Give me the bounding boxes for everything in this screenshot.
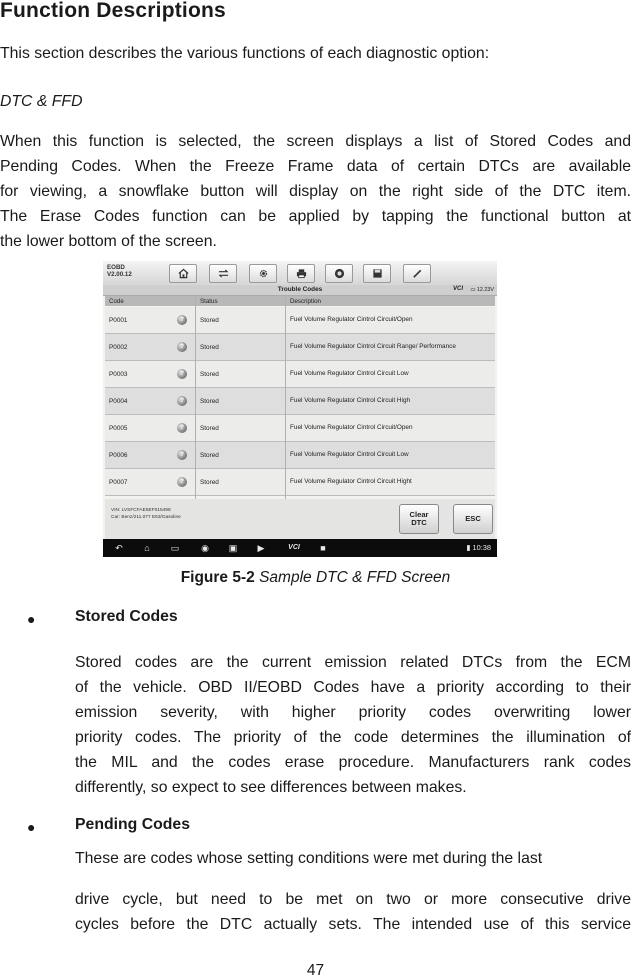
vehicle-swap-icon	[218, 268, 229, 279]
dtc-description: Fuel Volume Regulator Cintrol Circuit Low	[290, 451, 409, 459]
vehicle-info	[111, 507, 181, 521]
save-button[interactable]	[363, 264, 391, 283]
save-icon	[372, 268, 383, 279]
para1-line-3: for viewing, a snowflake button will display on the right side of the DTC item.	[0, 183, 631, 200]
dtc-screenshot	[103, 261, 497, 557]
stored-line-3: emission severity, with higher priority codes overwriting lower	[75, 704, 631, 721]
dtc-description: Fuel Volume Regulator Cintrol Circuit Range/ Performance	[290, 343, 456, 351]
back-icon[interactable]: ↶	[115, 543, 123, 553]
printer-icon	[296, 268, 307, 279]
help-icon[interactable]: ?	[177, 423, 187, 433]
page-title: Function Descriptions	[0, 0, 226, 22]
browser-icon[interactable]: ◉	[201, 543, 209, 553]
pending-line-3: cycles before the DTC actually sets. The intended use of this service	[75, 916, 631, 933]
section-subheading: DTC & FFD	[0, 93, 83, 110]
para1-line-5: the lower bottom of the screen.	[0, 233, 217, 250]
dtc-code: P0003	[109, 370, 128, 378]
settings-button[interactable]	[249, 264, 277, 283]
help-icon[interactable]: ?	[177, 342, 187, 352]
help-icon[interactable]: ?	[177, 450, 187, 460]
intro-text: This section describes the various functions of each diagnostic option:	[0, 45, 490, 62]
pen-icon	[412, 268, 423, 279]
vehicle-swap-button[interactable]	[209, 264, 237, 283]
esc-button[interactable]	[453, 504, 493, 534]
clear-label-2: DTC	[411, 518, 427, 527]
dtc-description: Fuel Volume Regulator Cintrol Circuit Low	[290, 370, 409, 378]
table-row[interactable]	[105, 361, 495, 388]
status-clock: ▮ 10:38	[466, 543, 491, 552]
vin-line: VIN: LVSFCFAE5EF015498	[111, 508, 171, 513]
stored-line-6: differently, so expect to see differences between makes.	[75, 779, 467, 796]
dtc-code: P0002	[109, 343, 128, 351]
dtc-code: P0004	[109, 397, 128, 405]
para1-line-2: Pending Codes. When the Freeze Frame data of certain DTCs are available	[0, 158, 631, 175]
android-nav-bar	[103, 539, 497, 557]
bullet-pending-title: Pending Codes	[75, 816, 190, 833]
bullet-dot-icon: ●	[27, 611, 36, 627]
dtc-status: Stored	[200, 478, 219, 486]
page-number: 47	[306, 962, 325, 979]
screen-title: Trouble Codes	[277, 286, 323, 293]
stored-line-2: of the vehicle. OBD II/EOBD Codes have a priority according to their	[75, 679, 631, 696]
para1-line-4: The Erase Codes function can be applied by tapping the functional button at	[0, 208, 631, 225]
home-button[interactable]	[169, 264, 197, 283]
clear-label-1: Clear	[409, 510, 429, 519]
figure-caption	[0, 569, 631, 587]
column-divider	[195, 296, 196, 499]
table-row[interactable]	[105, 388, 495, 415]
bullet-stored-title: Stored Codes	[75, 608, 178, 625]
dtc-status: Stored	[200, 370, 219, 378]
toolbar	[103, 261, 497, 286]
dtc-description: Fuel Volume Regulator Cintrol Circuit High	[290, 397, 411, 405]
col-status: Status	[200, 297, 218, 305]
help-icon[interactable]: ?	[177, 369, 187, 379]
print-button[interactable]	[287, 264, 315, 283]
esc-label: ESC	[465, 514, 481, 523]
table-row[interactable]	[105, 469, 495, 496]
dtc-status: Stored	[200, 343, 219, 351]
pending-line-2: drive cycle, but need to be met on two or more consecutive drive	[75, 891, 631, 908]
stored-line-1: Stored codes are the current emission related DTCs from the ECM	[75, 654, 631, 671]
camera-icon[interactable]: ▣	[228, 543, 238, 553]
dtc-status: Stored	[200, 451, 219, 459]
app-version: V2.00.12	[107, 271, 132, 278]
pen-button[interactable]	[403, 264, 431, 283]
car-icon[interactable]: ■	[320, 543, 326, 553]
dtc-description: Fuel Volume Regulator Cintrol Circuit Hight	[290, 478, 412, 486]
car-line: Car: Benz/211.077 E63/Gasoline	[111, 515, 181, 520]
app-name: EOBD	[107, 264, 125, 271]
battery-value: 12.23V	[476, 286, 494, 293]
para1-line-1: When this function is selected, the screen displays a list of Stored Codes and	[0, 133, 631, 150]
help-icon[interactable]: ?	[177, 477, 187, 487]
nav-home-icon[interactable]: ⌂	[144, 543, 150, 553]
dtc-description: Fuel Volume Regulator Cintrol Circuit/Open	[290, 424, 413, 432]
dtc-code: P0007	[109, 478, 128, 486]
caption-text: Sample DTC & FFD Screen	[259, 569, 451, 586]
table-row[interactable]	[105, 442, 495, 469]
help-icon[interactable]: ?	[177, 396, 187, 406]
pending-line-1: These are codes whose setting conditions were met during the last	[75, 850, 543, 867]
title-bar	[103, 285, 497, 296]
footer-bar	[105, 499, 495, 539]
col-description: Description	[290, 297, 321, 305]
dtc-description: Fuel Volume Regulator Cintrol Circuit/Open	[290, 316, 413, 324]
home-icon	[178, 268, 189, 279]
table-row[interactable]	[105, 334, 495, 361]
dtc-status: Stored	[200, 424, 219, 432]
stored-line-4: priority codes. The priority of the code determines the illumination of	[75, 729, 631, 746]
app-badge	[107, 264, 132, 278]
table-row[interactable]	[105, 307, 495, 334]
bullet-dot-icon: ●	[27, 819, 36, 835]
clock-value: 10:38	[472, 543, 491, 552]
column-divider	[285, 296, 286, 499]
help-button[interactable]	[325, 264, 353, 283]
dtc-code: P0005	[109, 424, 128, 432]
help-icon	[334, 268, 345, 279]
dtc-code: P0006	[109, 451, 128, 459]
stored-line-5: the MIL and the codes erase procedure. Manufacturers rank codes	[75, 754, 631, 771]
vci-label: VCI	[452, 286, 463, 292]
help-icon[interactable]: ?	[177, 315, 187, 325]
col-code: Code	[109, 297, 124, 305]
table-row[interactable]	[105, 415, 495, 442]
table-header	[105, 296, 495, 306]
video-icon[interactable]: ▶	[257, 543, 265, 553]
dtc-status: Stored	[200, 316, 219, 324]
battery-voltage: ▭ 12.23V	[470, 286, 494, 293]
clear-dtc-button[interactable]	[399, 504, 439, 534]
dtc-status: Stored	[200, 397, 219, 405]
nav-vci-icon[interactable]: VCI	[288, 544, 300, 551]
recent-apps-icon[interactable]: ▭	[170, 543, 180, 553]
gear-icon	[258, 268, 269, 279]
dtc-code: P0001	[109, 316, 128, 324]
caption-label: Figure 5-2	[180, 569, 255, 586]
